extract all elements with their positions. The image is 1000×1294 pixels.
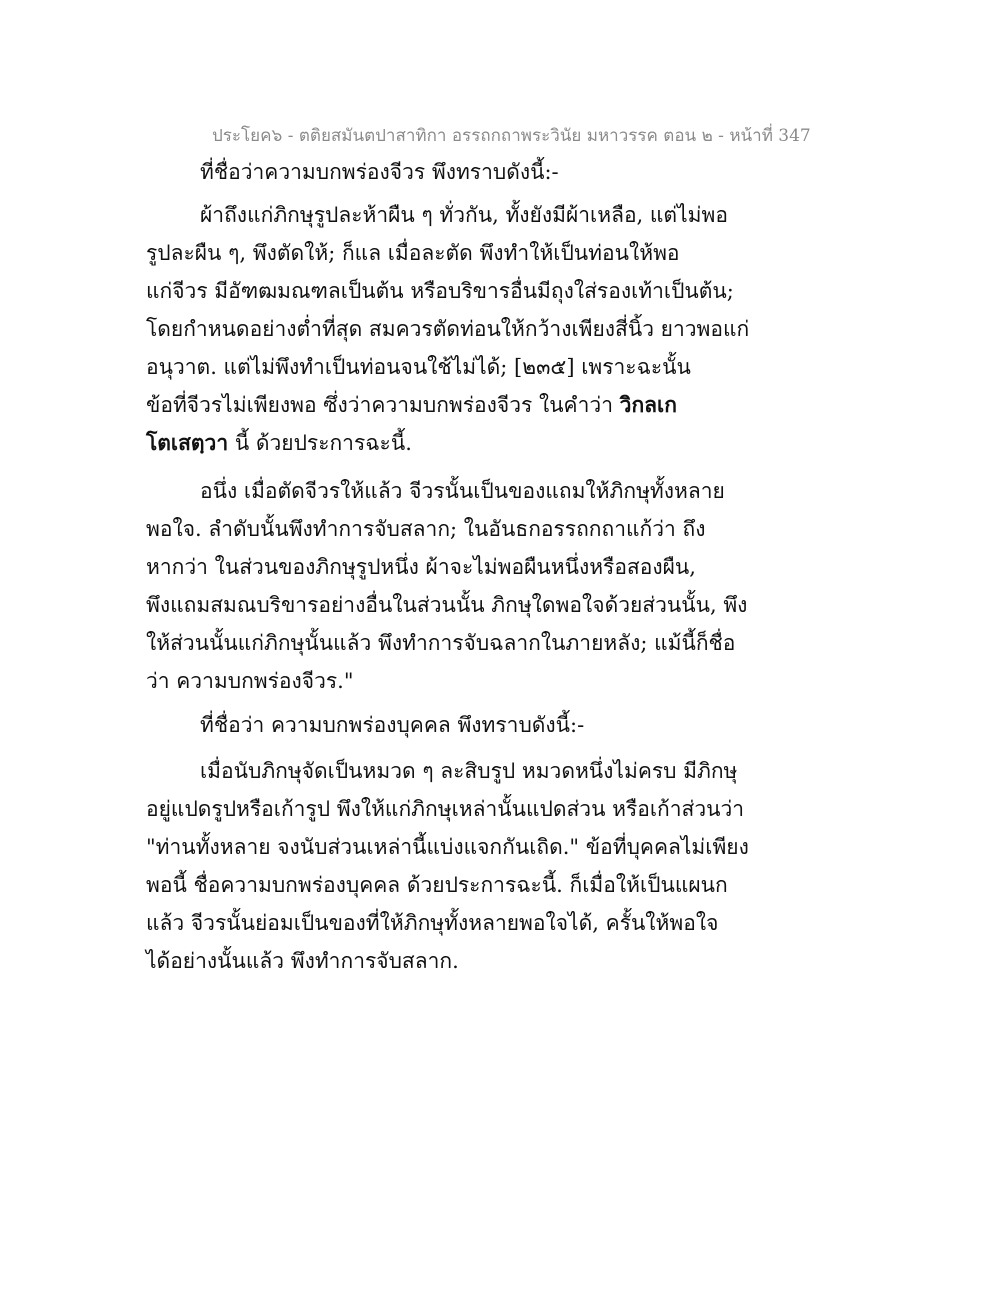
text-line: อนุวาต. แต่ไม่พึงทำเป็นท่อนจนใช้ไม่ได้; [๒๓๕] เพราะฉะนั้น <box>146 355 691 379</box>
text-line: ให้ส่วนนั้นแก่ภิกษุนั้นแล้ว พึงทำการจับฉลากในภายหลัง; แม้นี้ก็ชื่อ <box>146 631 736 655</box>
text-line: พึงแถมสมณบริขารอย่างอื่นในส่วนนั้น ภิกษุใดพอใจด้วยส่วนนั้น, พึง <box>146 593 748 617</box>
text-line: โดยกำหนดอย่างต่ำที่สุด สมควรตัดท่อนให้กว้างเพียงสี่นิ้ว ยาวพอแก่ <box>146 317 750 341</box>
text-line: เมื่อนับภิกษุจัดเป็นหมวด ๆ ละสิบรูป หมวดหนึ่งไม่ครบ มีภิกษุ <box>200 759 738 783</box>
text-line: ที่ชื่อว่าความบกพร่องจีวร พึงทราบดังนี้:- <box>200 160 559 184</box>
pali-term: วิกลเก <box>619 392 677 417</box>
text-line: พอใจ. ลำดับนั้นพึงทำการจับสลาก; ในอันธกอรรถกถาแก้ว่า ถึง <box>146 517 706 541</box>
text-line: ที่ชื่อว่า ความบกพร่องบุคคล พึงทราบดังนี้:- <box>200 713 585 737</box>
running-header: ประโยค๖ - ตติยสมันตปาสาทิกา อรรถกถาพระวินัย มหาวรรค ตอน ๒ - หน้าที่ 347 <box>212 126 811 146</box>
text-line: รูปละผืน ๆ, พึงตัดให้; ก็แล เมื่อละตัด พึงทำให้เป็นท่อนให้พอ <box>146 241 680 265</box>
text-line: พอนี้ ชื่อความบกพร่องบุคคล ด้วยประการฉะนี้. ก็เมื่อให้เป็นแผนก <box>146 873 728 897</box>
text-line: "ท่านทั้งหลาย จงนับส่วนเหล่านี้แบ่งแจกกันเถิด." ข้อที่บุคคลไม่เพียง <box>146 835 749 859</box>
text-line: ผ้าถึงแก่ภิกษุรูปละห้าผืน ๆ ทั่วกัน, ทั้งยังมีผ้าเหลือ, แต่ไม่พอ <box>200 203 728 227</box>
text-line: ว่า ความบกพร่องจีวร." <box>146 669 354 693</box>
text-line: หากว่า ในส่วนของภิกษุรูปหนึ่ง ผ้าจะไม่พอผืนหนึ่งหรือสองผืน, <box>146 555 696 579</box>
text-segment: นี้ ด้วยประการฉะนี้. <box>228 431 412 455</box>
text-line: แก่จีวร มีอัฑฒมณฑลเป็นต้น หรือบริขารอื่นมีถุงใส่รองเท้าเป็นต้น; <box>146 279 734 303</box>
pali-term: โตเสตฺวา <box>146 430 229 455</box>
text-line <box>146 428 412 458</box>
text-segment: ข้อที่จีวรไม่เพียงพอ ซึ่งว่าความบกพร่องจีวร ในคำว่า <box>146 393 620 417</box>
text-line: ได้อย่างนั้นแล้ว พึงทำการจับสลาก. <box>146 949 459 973</box>
text-line: แล้ว จีวรนั้นย่อมเป็นของที่ให้ภิกษุทั้งหลายพอใจได้, ครั้นให้พอใจ <box>146 911 719 935</box>
text-line: อยู่แปดรูปหรือเก้ารูป พึงให้แก่ภิกษุเหล่านั้นแปดส่วน หรือเก้าส่วนว่า <box>146 797 745 821</box>
text-line <box>146 390 677 420</box>
text-line: อนึ่ง เมื่อตัดจีวรให้แล้ว จีวรนั้นเป็นของแถมให้ภิกษุทั้งหลาย <box>200 479 725 503</box>
